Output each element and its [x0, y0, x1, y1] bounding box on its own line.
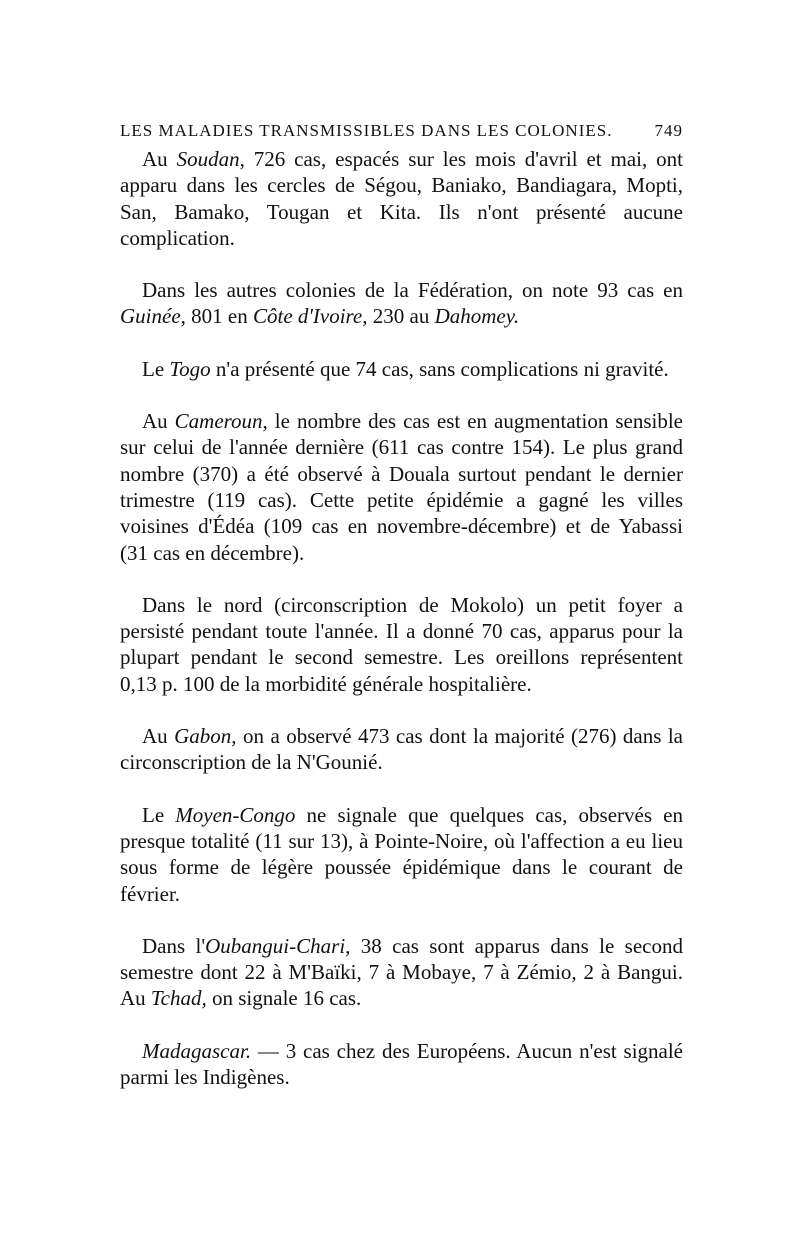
text-span: 801 en [185, 304, 253, 329]
paragraph-togo [120, 356, 683, 382]
place-name: Gabon, [174, 724, 237, 749]
place-name: Tchad, [150, 986, 207, 1011]
paragraph-madagascar [120, 1038, 683, 1091]
place-name: Soudan, [176, 147, 245, 171]
text-span: 726 cas, espacés sur les mois d'avril et mai, ont apparu dans les cercles de Ségou, Baniako, Bandiagara, Mopti, San, Bamako, Tougan et Kita. Ils n'ont présenté aucune complication. [120, 147, 683, 250]
paragraph-gabon [120, 723, 683, 776]
place-name: Togo [169, 356, 211, 381]
text-span: on signale 16 cas. [206, 986, 362, 1011]
running-head [120, 118, 683, 144]
text-span: n'a présenté que 74 cas, sans complications ni gravité. [210, 356, 669, 381]
paragraph-cameroun [120, 408, 683, 566]
page-number: 749 [654, 121, 683, 140]
paragraph-mokolo [120, 592, 683, 697]
text-span: Dans le nord (circonscription de Mokolo) un petit foyer a persisté pendant toute l'année. Il a donné 70 cas, apparus pour la plupart pendant le second semestre. Les oreillons représentent 0,13 p. 100 de la morbidité générale hospitalière. [120, 592, 683, 696]
page-body [120, 118, 683, 1090]
place-name: Côte d'Ivoire, [252, 304, 368, 329]
paragraph-federation [120, 277, 683, 330]
text-span: Le [142, 802, 176, 827]
text-span: Dans les autres colonies de la Fédération, on note 93 cas en [142, 278, 683, 303]
paragraph-oubangui [120, 933, 683, 1012]
text-span: Au [142, 409, 175, 434]
paragraph-soudan [120, 146, 683, 251]
text-span: Au [142, 147, 177, 171]
text-span: 230 au [367, 304, 435, 329]
text-span: 38 cas sont apparus dans le second semestre dont 22 à M'Baïki, 7 à Mobaye, 7 à Zémio, 2 à Bangui. Au [120, 933, 683, 1011]
text-span: Dans l' [142, 933, 206, 958]
place-name: Guinée, [120, 304, 186, 329]
place-name: Cameroun, [174, 409, 268, 434]
text-span: — 3 cas chez des Européens. Aucun n'est signalé parmi les Indigènes. [120, 1038, 683, 1090]
place-name: Madagascar. [142, 1038, 252, 1063]
text-span: Le [142, 356, 170, 381]
text-span: Au [142, 724, 175, 749]
running-title: LES MALADIES TRANSMISSIBLES DANS LES COLONIES. [120, 121, 613, 140]
paragraph-moyen-congo [120, 802, 683, 907]
place-name: Oubangui-Chari, [205, 933, 351, 958]
place-name: Moyen-Congo [175, 802, 296, 827]
place-name: Dahomey. [434, 304, 520, 329]
text-span: le nombre des cas est en augmentation sensible sur celui de l'année dernière (611 cas contre 154). Le plus grand nombre (370) a été observé à Douala surtout pendant le dernier trimestre (119 cas). Cette petite épidémie a gagné les villes voisines d'Édéa (109 cas en novembre-décembre) et de Yabassi (31 cas en décembre). [120, 409, 683, 565]
text-span: on a observé 473 cas dont la majorité (276) dans la circonscription de la N'Gounié. [120, 724, 683, 775]
text-span: ne signale que quelques cas, observés en presque totalité (11 sur 13), à Pointe-Noire, où l'affection a eu lieu sous forme de légère poussée épidémique dans le courant de février. [120, 802, 683, 906]
